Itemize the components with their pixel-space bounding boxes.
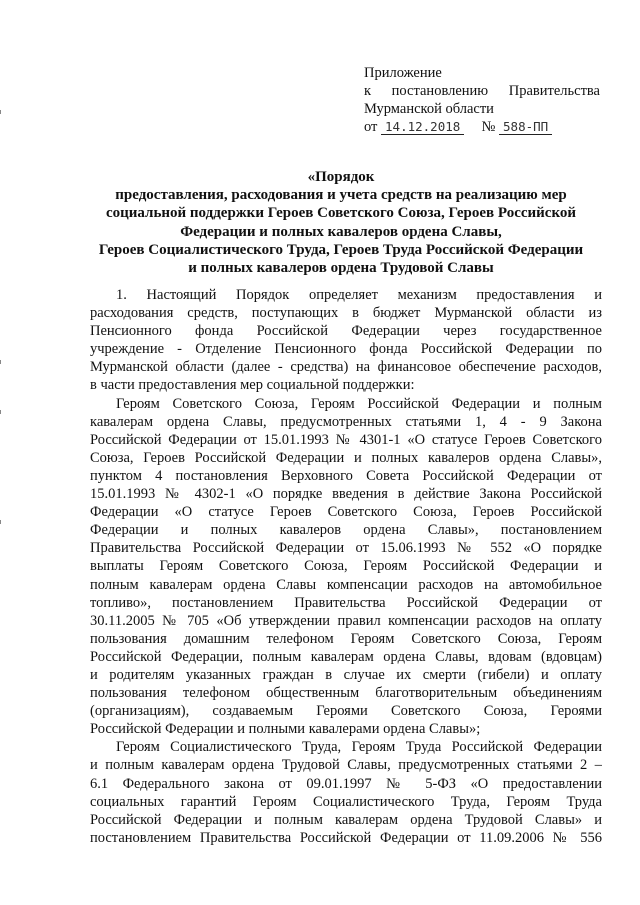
document-body — [90, 286, 602, 847]
body-line: выплаты Героям Советского Союза, Героям Российской Федерации и — [90, 558, 602, 575]
title-line: Федерации и полных кавалеров ордена Славы, — [180, 223, 502, 240]
document-title — [70, 168, 612, 277]
body-line: Героям Социалистического Труда, Героям Труда Российской Федерации — [116, 739, 602, 756]
body-line: Федерации «О статусе Героев Советского Союза, Героев Российской — [90, 504, 602, 521]
appendix-date-line — [364, 118, 600, 136]
body-line: Российской Федерации, полным кавалерам ордена Славы, вдовам (вдовцам) — [90, 648, 602, 665]
body-line: Российской Федерации и полным кавалерам ордена Трудовой Славы» и — [90, 811, 602, 828]
body-line: Героям Советского Союза, Героям Российской Федерации и полным — [116, 395, 602, 412]
body-line: топливо», постановлением Правительства Российской Федерации от — [90, 594, 602, 611]
body-line: и полным кавалерам ордена Трудовой Славы, предусмотренных статьями 2 – — [90, 757, 602, 774]
resolution-number: 588-ПП — [499, 119, 552, 135]
body-line: Мурманской области (далее - средства) на финансовое обеспечение расходов, — [90, 359, 602, 376]
body-line: расходования средств, поступающих в бюджет Мурманской области из — [90, 305, 602, 322]
body-line: 30.11.2005 № 705 «Об утверждении правил компенсации расходов на оплату — [90, 612, 602, 629]
appendix-word: Правительства — [508, 83, 600, 99]
body-line: 1. Настоящий Порядок определяет механизм предоставления и — [116, 287, 602, 303]
scan-mark — [0, 410, 1, 414]
appendix-word: к — [364, 83, 372, 99]
body-line: пользования телефоном общественным благотворительным объединениям — [90, 685, 602, 702]
appendix-header — [364, 64, 600, 136]
number-prefix: № — [481, 119, 496, 135]
body-line: пользования домашним телефоном Героям Советского Союза, Героям — [90, 630, 602, 647]
title-line: Героев Социалистического Труда, Героев Труда Российской Федерации — [98, 241, 584, 258]
body-line: полным кавалерам ордена Славы компенсации расходов на автомобильное — [90, 576, 602, 593]
title-line: и полных кавалеров ордена Трудовой Славы — [188, 260, 494, 277]
body-line: 6.1 Федерального закона от 09.01.1997 № 5-ФЗ «О предоставлении — [90, 775, 602, 792]
body-line: 15.01.1993 № 4302-1 «О порядке введения в действие Закона Российской — [90, 486, 602, 503]
body-line: Правительства Российской Федерации от 15.06.1993 № 552 «О порядке — [90, 540, 602, 557]
body-line: в части предоставления мер социальной поддержки: — [90, 377, 415, 394]
resolution-date: 14.12.2018 — [381, 119, 464, 135]
title-line: социальной поддержки Героев Советского Союза, Героев Российской — [105, 205, 577, 222]
body-line: Российской Федерации от 15.01.1993 № 4301-1 «О статусе Героев Советского — [90, 431, 602, 448]
body-line: Пенсионного фонда Российской Федерации через государственное — [90, 323, 602, 340]
appendix-word: постановлению — [391, 83, 489, 99]
scan-mark — [0, 520, 1, 524]
body-line: Союза, Героев Российской Федерации и полных кавалеров ордена Славы», — [90, 449, 602, 466]
body-line: кавалерам ордена Славы, предусмотренных статьями 1, 4 - 9 Закона — [90, 413, 602, 430]
scan-mark — [0, 360, 1, 364]
appendix-resolution-line — [364, 82, 600, 100]
body-line: учреждение - Отделение Пенсионного фонда Российской Федерации по — [90, 341, 602, 358]
body-line: и родителям указанных граждан в случае их смерти (гибели) и оплату — [90, 666, 602, 683]
title-line: «Порядок — [307, 169, 375, 185]
date-prefix: от — [364, 119, 378, 135]
body-line: Российской Федерации и полными кавалерами ордена Славы»; — [90, 721, 481, 738]
body-line: социальных гарантий Героям Социалистического Труда, Героям Труда — [90, 793, 602, 810]
appendix-region: Мурманской области — [364, 101, 494, 117]
scan-mark — [0, 110, 1, 114]
body-line: (организациям), создаваемым Героями Советского Союза, Героями — [90, 703, 602, 720]
appendix-label: Приложение — [364, 65, 442, 81]
body-line: пунктом 4 постановления Верховного Совета Российской Федерации от — [90, 467, 602, 484]
body-line: Федерации и полных кавалеров ордена Славы», постановлением — [90, 522, 602, 539]
body-line: постановлением Правительства Российской Федерации от 11.09.2006 № 556 — [90, 829, 602, 846]
title-line: предоставления, расходования и учета средств на реализацию мер — [115, 187, 567, 204]
